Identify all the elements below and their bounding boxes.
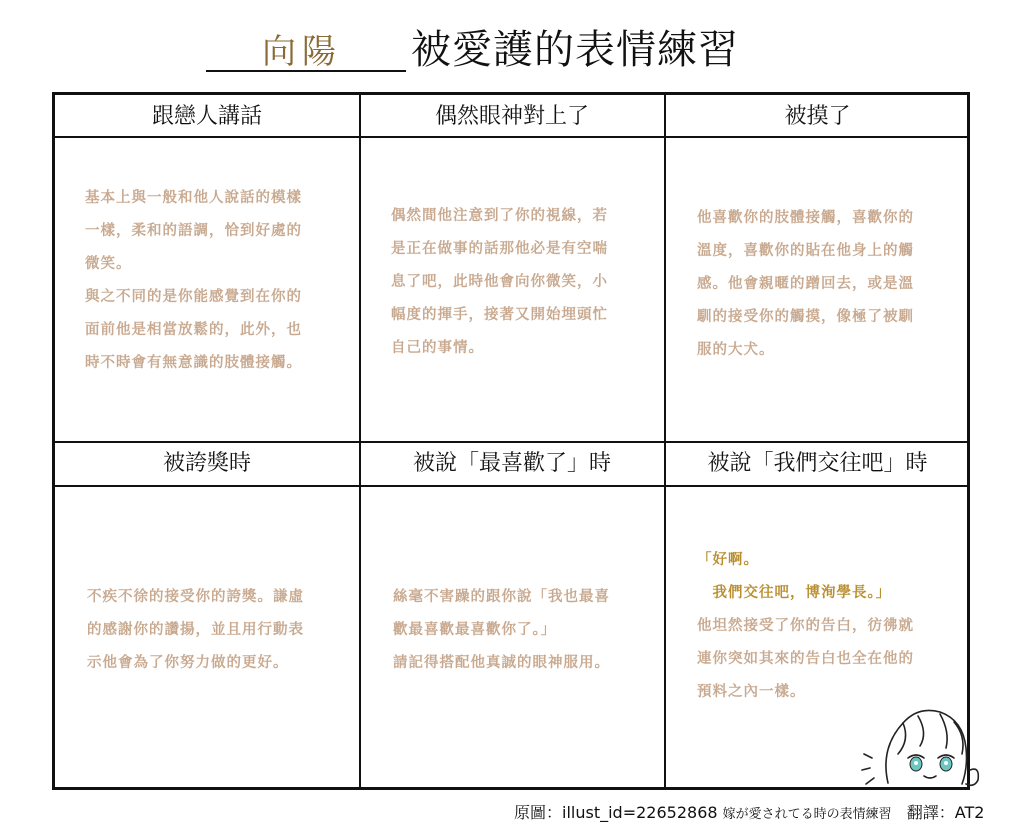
chibi-doodle-illustration [858, 688, 988, 798]
text-line: 絲毫不害躁的跟你說「我也最喜 [393, 588, 610, 605]
text-line: 預料之內一樣。 [697, 683, 806, 700]
cell-header-touched: 被摸了 [784, 104, 851, 129]
text-line: 偶然間他注意到了你的視線，若 [391, 207, 608, 224]
text-line: 時不時會有無意識的肢體接觸。 [85, 354, 302, 371]
text-line: 與之不同的是你能感覺到在你的 [85, 288, 302, 305]
text-line: 基本上與一般和他人說話的模樣 [85, 189, 302, 206]
text-line: 連你突如其來的告白也全在他的 [697, 650, 914, 667]
text-line: 面前他是相當放鬆的，此外，也 [85, 321, 302, 338]
text-line: 服的大犬。 [697, 341, 775, 358]
cell-text-talking [85, 181, 302, 379]
text-line: 微笑。 [85, 255, 132, 272]
quote-line: 「好啊。 [697, 551, 759, 568]
text-line: 溫度，喜歡你的貼在他身上的觸 [697, 242, 914, 259]
cell-text-eye-contact [391, 199, 608, 364]
translator-label: 翻譯： [906, 803, 955, 822]
text-line: 他坦然接受了你的告白，彷彿就 [697, 617, 914, 634]
grid-divider-h3 [55, 485, 967, 487]
text-line: 是正在做事的話那他必是有空喘 [391, 240, 608, 257]
text-line: 示他會為了你努力做的更好。 [87, 654, 289, 671]
credits-footer [514, 800, 984, 823]
text-line: 馴的接受你的觸摸，像極了被馴 [697, 308, 914, 325]
cell-text-confession [697, 543, 914, 708]
page-title: 被愛護的表情練習 [411, 27, 739, 73]
text-line: 不疾不徐的接受你的誇獎。謙虛 [87, 588, 304, 605]
source-label: 原圖： [514, 803, 563, 822]
text-line: 的感謝你的讚揚，並且用行動表 [87, 621, 304, 638]
source-title: 嫁が愛されてる時の表情練習 [722, 807, 892, 822]
cell-header-confession: 被說「我們交往吧」時 [707, 451, 928, 476]
text-line: 幅度的揮手，接著又開始埋頭忙 [391, 306, 608, 323]
text-line: 自己的事情。 [391, 339, 484, 356]
cell-header-talking: 跟戀人講話 [151, 104, 262, 129]
cell-text-praised [87, 580, 304, 679]
quote-line: 我們交往吧，博洵學長。」 [697, 584, 892, 601]
text-line: 請記得搭配他真誠的眼神服用。 [393, 654, 610, 671]
source-id: illust_id=22652868 [562, 803, 718, 822]
cell-header-praised: 被誇獎時 [162, 451, 251, 476]
translator-name: AT2 [954, 803, 985, 822]
cell-text-love-you [393, 580, 610, 679]
text-line: 歡最喜歡最喜歡你了。」 [393, 621, 557, 638]
text-line: 他喜歡你的肢體接觸，喜歡你的 [697, 209, 914, 226]
character-name: 向陽 [262, 32, 342, 72]
cell-header-love-you: 被說「最喜歡了」時 [412, 451, 611, 476]
cell-header-eye-contact: 偶然眼神對上了 [434, 104, 589, 129]
cell-text-touched [697, 201, 914, 366]
title-area [206, 18, 826, 78]
text-line: 一樣，柔和的語調，恰到好處的 [85, 222, 302, 239]
text-line: 感。他會親暱的蹭回去，或是溫 [697, 275, 914, 292]
text-line: 息了吧，此時他會向你微笑，小 [391, 273, 608, 290]
expression-grid [52, 92, 970, 790]
